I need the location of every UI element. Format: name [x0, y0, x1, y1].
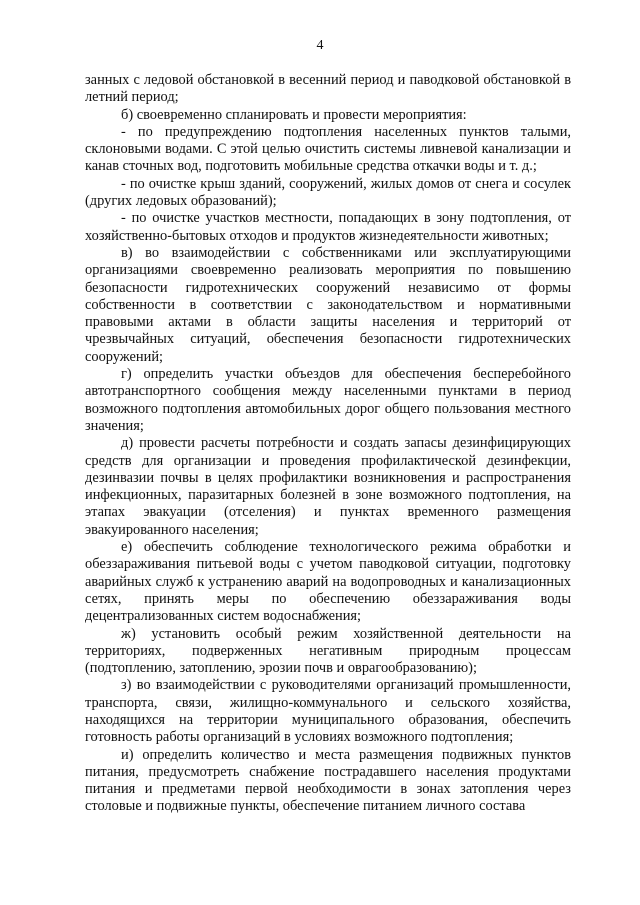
paragraph: и) определить количество и места размещения подвижных пунктов питания, предусмотреть снабжение пострадавшего населения продуктами питания и предметами первой необходимости в зонах затопления через столовые и подвижные пункты, обеспечение питанием личного состава: [85, 746, 571, 815]
paragraph: - по предупреждению подтопления населенных пунктов талыми, склоновыми водами. С этой целью очистить системы ливневой канализации и канав сточных вод, подготовить мобильные средства откачки воды и т. д.;: [85, 123, 571, 175]
paragraph: занных с ледовой обстановкой в весенний период и паводковой обстановкой в летний период;: [85, 72, 571, 106]
paragraph: ж) установить особый режим хозяйственной деятельности на территориях, подверженных негативным природным процессам (подтоплению, затоплению, эрозии почв и оврагообразованию);: [85, 625, 571, 677]
paragraph: б) своевременно спланировать и провести мероприятия:: [121, 106, 467, 123]
paragraph: - по очистке участков местности, попадающих в зону подтопления, от хозяйственно-бытовых отходов и продуктов жизнедеятельности животных;: [85, 210, 571, 244]
paragraph: з) во взаимодействии с руководителями организаций промышленности, транспорта, связи, жилищно-коммунального и сельского хозяйства, находящихся на территории муниципального образования, обеспечить готовность работы организаций в условиях возможного подтопления;: [85, 677, 571, 746]
paragraph: г) определить участки объездов для обеспечения бесперебойного автотранспортного сообщения между населенными пунктами в период возможного подтопления автомобильных дорог общего пользования местного значения;: [85, 366, 571, 434]
document-body: [85, 72, 571, 816]
page-number: 4: [316, 38, 324, 53]
paragraph: - по очистке крыш зданий, сооружений, жилых домов от снега и сосулек (других ледовых образований);: [85, 175, 571, 210]
paragraph: д) провести расчеты потребности и создать запасы дезинфицирующих средств для организации и проведения профилактической дезинфекции, дезинвазии почвы в целях профилактики возникновения и распространения инфекционных, паразитарных болезней в зоне возможного подтопления, на этапах эвакуации (отселения) и пунктах временного размещения эвакуированного населения;: [85, 435, 571, 538]
paragraph: в) во взаимодействии с собственниками или эксплуатирующими организациями своевременно реализовать мероприятия по повышению безопасности гидротехнических сооружений независимо от формы собственности в соответствии с законодательством и нормативными правовыми актами в области защиты населения и территорий от чрезвычайных ситуаций, обеспечения безопасности гидротехнических сооружений;: [85, 244, 571, 365]
paragraph: е) обеспечить соблюдение технологического режима обработки и обеззараживания питьевой воды с учетом паводковой ситуации, подготовку аварийных служб к устранению аварий на водопроводных и канализационных сетях, принять меры по обеспечению обеззараживания воды децентрализованных систем водоснабжения;: [85, 539, 571, 625]
